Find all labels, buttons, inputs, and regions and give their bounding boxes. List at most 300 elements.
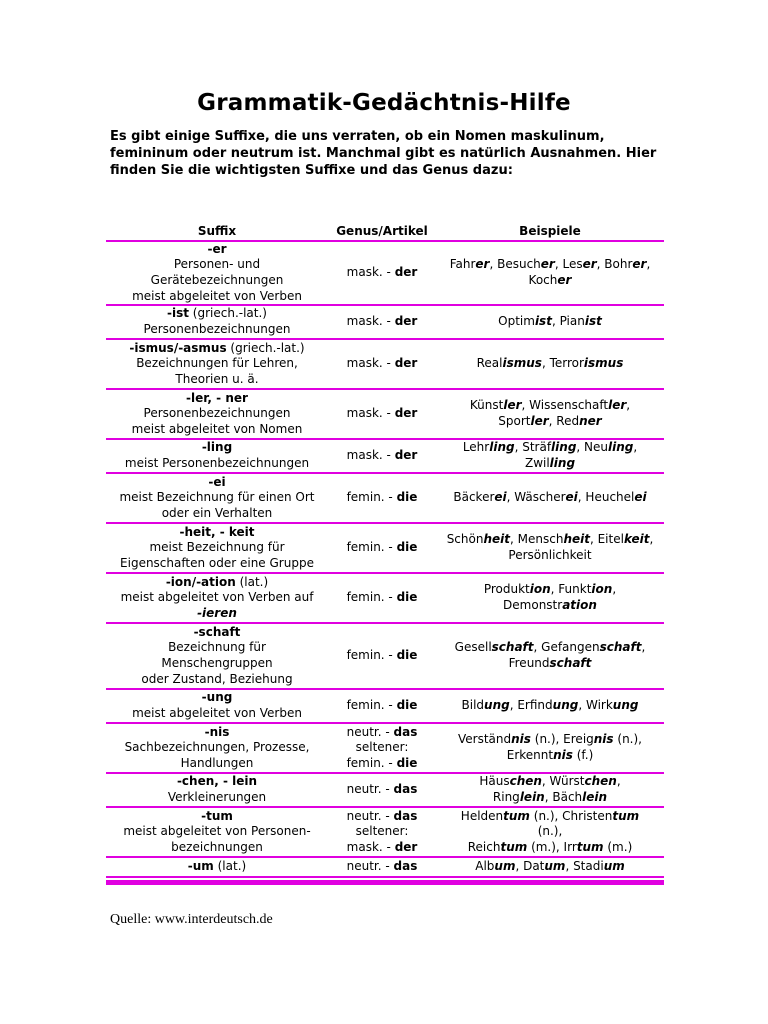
table-row (106, 440, 664, 474)
suffix-highlight: er (632, 257, 647, 272)
text-segment: seltener: (355, 740, 409, 755)
text-segment: , Funkt (550, 582, 592, 597)
example-line (436, 414, 664, 430)
text-segment: femin. - (346, 490, 397, 505)
text-segment: , Red (548, 414, 580, 428)
genus-line (328, 725, 436, 741)
suffix-highlight: nis (511, 732, 531, 747)
text-segment: seltener: (355, 824, 409, 839)
suffix-highlight: nis (593, 732, 614, 747)
suffix-highlight: keit (623, 532, 650, 547)
genus-cell (328, 314, 436, 330)
suffix-highlight: tum (612, 808, 640, 823)
suffix-highlight: das (393, 859, 418, 874)
suffix-highlight: um (544, 859, 566, 874)
text-segment: Künst (469, 398, 504, 413)
table-row (106, 390, 664, 440)
suffix-cell (106, 341, 328, 388)
suffix-highlight: -ung (201, 690, 233, 705)
text-segment: Lehr (462, 440, 490, 455)
examples-cell (436, 398, 664, 429)
genus-line (328, 782, 436, 798)
suffix-highlight: ler (608, 398, 627, 413)
text-segment: Bild (461, 698, 485, 713)
text-segment: Reich (467, 839, 501, 854)
genus-cell (328, 725, 436, 772)
table-body (106, 242, 664, 878)
suffix-highlight: der (394, 839, 418, 854)
suffix-highlight: -ler, - ner (186, 390, 248, 405)
suffix-description: Verkleinerungen (167, 790, 267, 804)
suffix-cell (106, 774, 328, 805)
examples-cell (436, 356, 664, 372)
suffix-cell (106, 859, 328, 875)
example-line (436, 774, 664, 790)
suffix-highlight: ei (565, 490, 578, 505)
genus-line (328, 356, 436, 372)
suffix-label (106, 859, 328, 875)
text-segment: , Bäch (544, 790, 583, 804)
suffix-highlight: ung (552, 698, 579, 713)
examples-cell (436, 490, 664, 506)
example-line (436, 656, 664, 672)
suffix-highlight: ation (562, 598, 597, 612)
examples-cell (436, 532, 664, 563)
text-segment: mask. - (346, 406, 395, 421)
text-segment: Schön (446, 532, 484, 547)
table-row (106, 340, 664, 390)
suffix-cell (106, 440, 328, 471)
suffix-highlight: er (540, 257, 555, 272)
genus-line (328, 698, 436, 714)
suffix-highlight: schaft (599, 640, 642, 655)
text-segment: , (612, 582, 617, 597)
table-row (106, 724, 664, 774)
suffix-highlight: ei (494, 490, 507, 505)
examples-cell (436, 809, 664, 856)
suffix-description: oder ein Verhalten (161, 505, 273, 520)
text-segment: Persönlichkeit (508, 548, 592, 562)
suffix-cell (106, 391, 328, 438)
text-segment: (griech.-lat.) (188, 306, 267, 321)
genus-cell (328, 590, 436, 606)
genus-line (328, 406, 436, 422)
genus-line (328, 740, 436, 756)
suffix-highlight: heit (483, 532, 510, 547)
intro-text: Es gibt einige Suffixe, die uns verraten, ob ein Nomen maskulinum, femininum oder neutrum ist. Manchmal gibt es natürlich Ausnahmen. Hier finden Sie die wichtigsten Suffixe und das Genus dazu: (110, 129, 657, 178)
text-segment: , Wissenschaft (521, 398, 609, 413)
genus-cell (328, 782, 436, 798)
text-segment: Gesell (454, 640, 492, 655)
genus-cell (328, 356, 436, 372)
suffix-highlight: tum (503, 808, 530, 823)
genus-cell (328, 265, 436, 281)
source-citation: Quelle: www.interdeutsch.de (110, 912, 273, 927)
text-segment: Alb (475, 859, 495, 874)
genus-cell (328, 809, 436, 856)
suffix-label (106, 774, 328, 790)
suffix-description: Personenbezeichnungen (143, 406, 291, 421)
suffix-highlight: die (396, 648, 418, 663)
suffix-highlight: -er (207, 241, 227, 256)
text-segment: neutr. - (346, 724, 394, 739)
genus-line (328, 756, 436, 772)
text-segment: Helden (460, 808, 504, 823)
suffix-highlight: die (396, 590, 418, 605)
suffix-highlight: -ling (201, 440, 233, 455)
text-segment: , Eitel (589, 532, 624, 547)
suffix-description: Eigenschaften oder eine Gruppe (120, 555, 314, 570)
example-line (436, 356, 664, 372)
suffix-highlight: ner (579, 414, 602, 428)
text-segment: , Besuch (489, 257, 541, 272)
suffix-highlight: ist (584, 314, 602, 329)
examples-cell (436, 859, 664, 875)
suffix-highlight: ung (484, 698, 510, 713)
suffix-highlight: ei (634, 490, 647, 505)
example-line (436, 598, 664, 614)
genus-cell (328, 540, 436, 556)
text-segment: neutr. - (346, 859, 394, 874)
suffix-highlight: tum (576, 839, 604, 854)
genus-line (328, 540, 436, 556)
genus-line (328, 490, 436, 506)
table-row (106, 524, 664, 574)
table-row (106, 690, 664, 724)
example-line (436, 582, 664, 598)
genus-cell (328, 859, 436, 875)
suffix-description: meist Bezeichnung für einen Ort (119, 490, 315, 505)
text-segment: , Pian (551, 314, 585, 329)
text-segment: , Les (554, 257, 583, 272)
text-segment: femin. - (346, 648, 397, 663)
suffix-highlight: schaft (549, 656, 592, 670)
text-segment: (lat.) (235, 574, 269, 589)
text-segment: Freund (508, 656, 550, 670)
text-segment: , (641, 640, 646, 655)
suffix-cell (106, 725, 328, 772)
suffix-highlight: die (396, 490, 418, 505)
suffix-description: Personenbezeichnungen (143, 322, 291, 336)
suffix-highlight: die (396, 698, 418, 713)
table-row (106, 242, 664, 306)
text-segment: Bäcker (453, 490, 495, 505)
text-segment: mask. - (346, 839, 395, 854)
text-segment: , Erfind (509, 698, 553, 713)
text-segment: (m.) (603, 839, 633, 854)
suffix-description: meist abgeleitet von Nomen (131, 421, 303, 436)
genus-line (328, 648, 436, 664)
suffix-highlight: das (393, 808, 418, 823)
suffix-table (106, 222, 664, 885)
suffix-label (106, 625, 328, 641)
text-segment: (n.), Ereig (530, 732, 594, 747)
genus-cell (328, 698, 436, 714)
example-line (436, 314, 664, 330)
suffix-cell (106, 525, 328, 572)
suffix-highlight: um (494, 859, 516, 874)
suffix-highlight: -ist (167, 306, 189, 321)
suffix-description: bezeichnungen (171, 839, 263, 854)
suffix-label (106, 306, 328, 322)
text-segment: mask. - (346, 265, 395, 280)
suffix-description: Personen- und (173, 257, 261, 272)
example-line (436, 840, 664, 856)
genus-line (328, 265, 436, 281)
text-segment: (f.) (572, 748, 594, 762)
header-genus: Genus/Artikel (336, 224, 428, 238)
suffix-highlight: lein (519, 790, 545, 804)
example-line (436, 456, 664, 472)
example-line (436, 748, 664, 764)
suffix-highlight: -schaft (193, 624, 241, 639)
suffix-highlight: nis (553, 748, 573, 762)
genus-cell (328, 406, 436, 422)
text-segment: Demonstr (503, 598, 563, 612)
text-segment: femin. - (346, 590, 397, 605)
suffix-highlight: ist (534, 314, 552, 329)
suffix-cell (106, 690, 328, 721)
suffix-description: meist abgeleitet von Personen- (123, 824, 311, 839)
example-line (436, 640, 664, 656)
genus-cell (328, 448, 436, 464)
suffix-description: Theorien u. ä. (175, 371, 259, 386)
suffix-highlight: die (396, 540, 418, 555)
suffix-highlight: ung (612, 698, 639, 713)
text-segment: femin. - (346, 755, 397, 770)
text-segment: , Dat (515, 859, 545, 874)
suffix-highlight: das (393, 782, 418, 797)
suffix-description: Bezeichnung für (168, 640, 266, 655)
text-segment: , (626, 398, 631, 413)
suffix-highlight: ler (530, 414, 549, 428)
example-line (436, 809, 664, 825)
suffix-description: -ieren (197, 605, 237, 620)
text-segment: femin. - (346, 540, 397, 555)
text-segment: (n.), Christen (529, 808, 613, 823)
text-segment: Häus (479, 774, 510, 789)
text-segment: Real (476, 356, 503, 371)
suffix-highlight: der (394, 314, 418, 329)
genus-line (328, 859, 436, 875)
table-bottom-rule (106, 880, 664, 885)
suffix-description: meist abgeleitet von Verben (132, 706, 302, 720)
suffix-highlight: der (394, 406, 418, 421)
genus-line (328, 590, 436, 606)
suffix-description: meist abgeleitet von Verben (132, 288, 302, 303)
suffix-highlight: ismus (583, 356, 624, 371)
text-segment: Produkt (483, 582, 530, 597)
suffix-highlight: lein (582, 790, 608, 804)
suffix-highlight: ismus (502, 356, 542, 371)
suffix-description: Menschengruppen (161, 656, 273, 670)
table-header (106, 222, 664, 242)
suffix-highlight: ler (503, 398, 522, 413)
examples-cell (436, 732, 664, 763)
suffix-label (106, 725, 328, 741)
suffix-label (106, 525, 328, 541)
suffix-highlight: ling (551, 440, 577, 455)
suffix-cell (106, 575, 328, 622)
example-line (436, 398, 664, 414)
genus-line (328, 448, 436, 464)
suffix-highlight: -nis (204, 724, 230, 739)
suffix-label (106, 575, 328, 591)
example-line (436, 257, 664, 273)
example-line (436, 790, 664, 806)
suffix-highlight: -um (187, 859, 214, 874)
text-segment: Verständ (458, 732, 512, 747)
table-row (106, 774, 664, 808)
text-segment: (n.), (613, 732, 642, 747)
suffix-description: oder Zustand, Beziehung (141, 671, 293, 686)
suffix-highlight: das (393, 724, 418, 739)
header-examples: Beispiele (519, 224, 581, 238)
page-title: Grammatik-Gedächtnis-Hilfe (197, 90, 571, 116)
table-row (106, 306, 664, 340)
suffix-label (106, 341, 328, 357)
text-segment: (m.), Irr (527, 839, 577, 854)
text-segment: , Mensch (510, 532, 564, 547)
suffix-label (106, 809, 328, 825)
suffix-label (106, 475, 328, 491)
text-segment: , Terror (541, 356, 584, 371)
text-segment: , (616, 774, 621, 789)
text-segment: neutr. - (346, 808, 394, 823)
example-line (436, 548, 664, 564)
text-segment: Ring (492, 790, 520, 804)
example-line (436, 440, 664, 456)
genus-line (328, 840, 436, 856)
text-segment: , Bohr (596, 257, 633, 272)
example-line (436, 532, 664, 548)
suffix-description: Sachbezeichnungen, Prozesse, (124, 740, 310, 755)
examples-cell (436, 440, 664, 471)
suffix-description: Bezeichnungen für Lehren, (136, 356, 298, 371)
text-segment: Koch (528, 273, 558, 287)
text-segment: Erkennt (506, 748, 554, 762)
examples-cell (436, 640, 664, 671)
text-segment: (griech.-lat.) (226, 340, 305, 355)
suffix-description: meist Bezeichnung für (149, 540, 285, 555)
table-row (106, 808, 664, 858)
text-segment: , (633, 440, 638, 455)
example-line (436, 273, 664, 289)
suffix-description: Handlungen (180, 755, 254, 770)
text-segment: Optim (498, 314, 535, 329)
header-suffix: Suffix (197, 224, 237, 238)
suffix-cell (106, 242, 328, 304)
example-line (436, 859, 664, 875)
text-segment: , Wirk (578, 698, 613, 713)
suffix-cell (106, 625, 328, 687)
table-row (106, 624, 664, 690)
suffix-cell (106, 306, 328, 337)
text-segment: mask. - (346, 314, 395, 329)
suffix-highlight: -ion/-ation (165, 574, 236, 589)
text-segment: neutr. - (346, 782, 394, 797)
suffix-label (106, 440, 328, 456)
genus-line (328, 824, 436, 840)
text-segment: , Würst (541, 774, 585, 789)
genus-line (328, 809, 436, 825)
suffix-highlight: ling (489, 440, 515, 455)
suffix-highlight: -heit, - keit (179, 524, 255, 539)
example-line (436, 824, 664, 840)
examples-cell (436, 582, 664, 613)
suffix-highlight: er (475, 257, 490, 272)
text-segment: , Sträf (514, 440, 552, 455)
suffix-highlight: ling (549, 456, 576, 470)
suffix-highlight: ling (608, 440, 634, 455)
text-segment: , Stadi (565, 859, 604, 874)
text-segment: , Neu (576, 440, 608, 455)
table-row (106, 474, 664, 524)
text-segment: , (649, 532, 654, 547)
suffix-label (106, 391, 328, 407)
genus-cell (328, 490, 436, 506)
example-line (436, 732, 664, 748)
text-segment: femin. - (346, 698, 397, 713)
table-row (106, 574, 664, 624)
suffix-highlight: -tum (201, 808, 233, 823)
examples-cell (436, 257, 664, 288)
examples-cell (436, 314, 664, 330)
suffix-description: meist Personenbezeichnungen (124, 456, 310, 470)
text-segment: , Wäscher (506, 490, 566, 505)
text-segment: Fahr (449, 257, 476, 272)
suffix-highlight: die (396, 755, 418, 770)
suffix-label (106, 690, 328, 706)
suffix-cell (106, 809, 328, 856)
text-segment: Zwil (524, 456, 550, 470)
suffix-highlight: schaft (491, 640, 534, 655)
suffix-description: meist abgeleitet von Verben auf (120, 590, 314, 605)
text-segment: , (646, 257, 651, 272)
suffix-highlight: ion (591, 582, 613, 597)
suffix-highlight: ion (529, 582, 551, 597)
example-line (436, 698, 664, 714)
text-segment: mask. - (346, 448, 395, 463)
suffix-highlight: heit (563, 532, 590, 547)
suffix-label (106, 242, 328, 258)
suffix-description: Gerätebezeichnungen (150, 273, 284, 287)
suffix-highlight: der (394, 356, 418, 371)
suffix-highlight: tum (500, 839, 528, 854)
text-segment: (lat.) (213, 859, 247, 874)
text-segment: Sport (498, 414, 531, 428)
suffix-highlight: um (603, 859, 625, 874)
suffix-highlight: -ismus/-asmus (129, 340, 227, 355)
table-row (106, 858, 664, 878)
suffix-highlight: er (582, 257, 597, 272)
suffix-highlight: er (557, 273, 572, 287)
suffix-highlight: der (394, 265, 418, 280)
suffix-highlight: -ei (208, 474, 226, 489)
suffix-highlight: chen (584, 774, 617, 789)
genus-line (328, 314, 436, 330)
suffix-highlight: chen (509, 774, 542, 789)
suffix-cell (106, 475, 328, 522)
suffix-highlight: -chen, - lein (176, 774, 258, 789)
examples-cell (436, 698, 664, 714)
example-line (436, 490, 664, 506)
suffix-highlight: der (394, 448, 418, 463)
text-segment: mask. - (346, 356, 395, 371)
text-segment: , Gefangen (533, 640, 600, 655)
text-segment: , Heuchel (577, 490, 635, 505)
examples-cell (436, 774, 664, 805)
